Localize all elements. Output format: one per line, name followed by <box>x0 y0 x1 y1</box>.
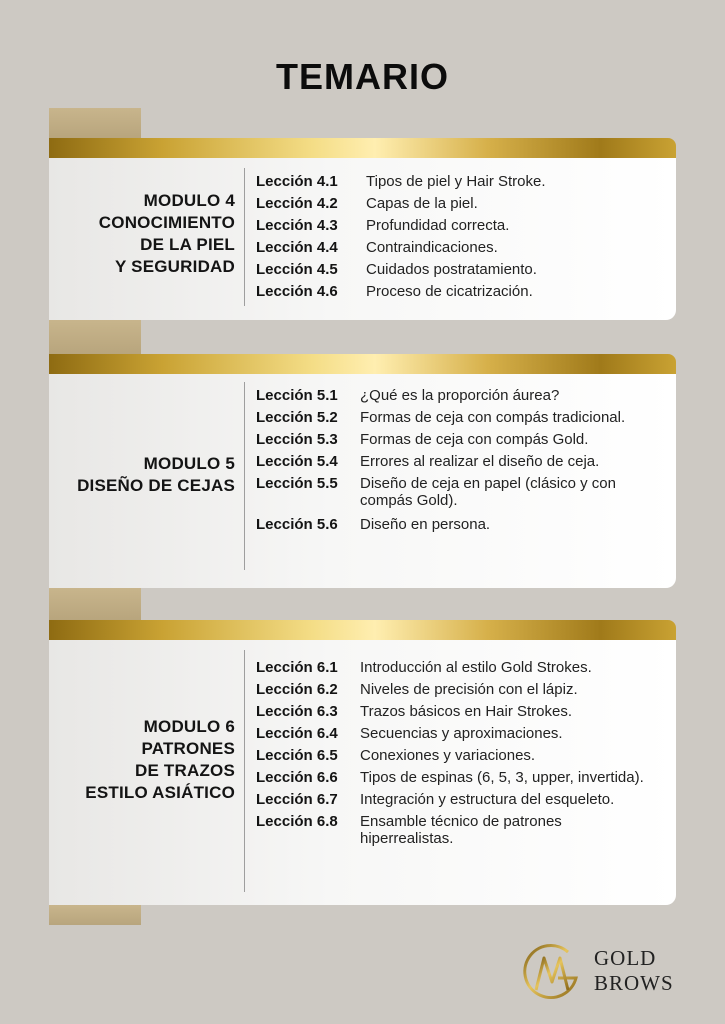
lesson-item: Lección 4.2 Capas de la piel. <box>256 195 478 212</box>
page-title: TEMARIO <box>276 56 449 97</box>
gold-bar <box>49 620 676 640</box>
lesson-item: Lección 6.4 Secuencias y aproximaciones. <box>256 725 563 742</box>
lesson-item: Lección 4.3 Profundidad correcta. <box>256 217 510 234</box>
logo-word-brows: BROWS <box>594 971 674 995</box>
lesson-list <box>256 658 650 850</box>
lesson-item: Lección 4.5 Cuidados postratamiento. <box>256 261 537 278</box>
gold-bar <box>49 354 676 374</box>
module-card-5 <box>49 354 676 588</box>
lesson-item: Lección 6.1 Introducción al estilo Gold Strokes. <box>256 659 592 676</box>
lesson-list <box>256 172 650 304</box>
lesson-item: Lección 5.5 Diseño de ceja en papel (clásico y con compás Gold). <box>256 475 616 509</box>
module-card-4 <box>49 138 676 320</box>
gold-bar <box>49 138 676 158</box>
lesson-item: Lección 5.1 ¿Qué es la proporción áurea? <box>256 387 560 404</box>
divider-line <box>244 382 245 570</box>
decor-tab <box>49 108 141 138</box>
module-title: MODULO 6 PATRONES DE TRAZOS ESTILO ASIÁTICO <box>85 717 235 802</box>
divider-line <box>244 650 245 892</box>
gold-brows-monogram-icon <box>518 938 586 1002</box>
divider-line <box>244 168 245 306</box>
lesson-item: Lección 6.3 Trazos básicos en Hair Strokes. <box>256 703 573 720</box>
decor-tab <box>49 588 141 620</box>
lesson-item: Lección 6.5 Conexiones y variaciones. <box>256 747 536 764</box>
lesson-item: Lección 6.6 Tipos de espinas (6, 5, 3, upper, invertida). <box>256 769 644 786</box>
lesson-item: Lección 4.4 Contraindicaciones. <box>256 239 498 256</box>
lesson-item: Lección 5.3 Formas de ceja con compás Gold. <box>256 431 589 448</box>
lesson-list <box>256 386 650 537</box>
lesson-item: Lección 4.6 Proceso de cicatrización. <box>256 283 533 300</box>
lesson-item: Lección 5.4 Errores al realizar el diseño de ceja. <box>256 453 600 470</box>
lesson-item: Lección 5.2 Formas de ceja con compás tradicional. <box>256 409 626 426</box>
decor-tab <box>49 905 141 925</box>
lesson-item: Lección 5.6 Diseño en persona. <box>256 516 491 533</box>
lesson-item: Lección 6.8 Ensamble técnico de patrones hiperrealistas. <box>256 813 562 847</box>
gold-brows-logo <box>518 938 678 1002</box>
module-title: MODULO 5 DISEÑO DE CEJAS <box>77 454 235 495</box>
module-card-6 <box>49 620 676 905</box>
lesson-item: Lección 6.7 Integración y estructura del esqueleto. <box>256 791 615 808</box>
lesson-item: Lección 4.1 Tipos de piel y Hair Stroke. <box>256 173 546 190</box>
logo-word-gold: GOLD <box>594 946 657 970</box>
decor-tab <box>49 320 141 354</box>
module-title: MODULO 4 CONOCIMIENTO DE LA PIEL Y SEGURIDAD <box>98 191 235 276</box>
lesson-item: Lección 6.2 Niveles de precisión con el lápiz. <box>256 681 578 698</box>
